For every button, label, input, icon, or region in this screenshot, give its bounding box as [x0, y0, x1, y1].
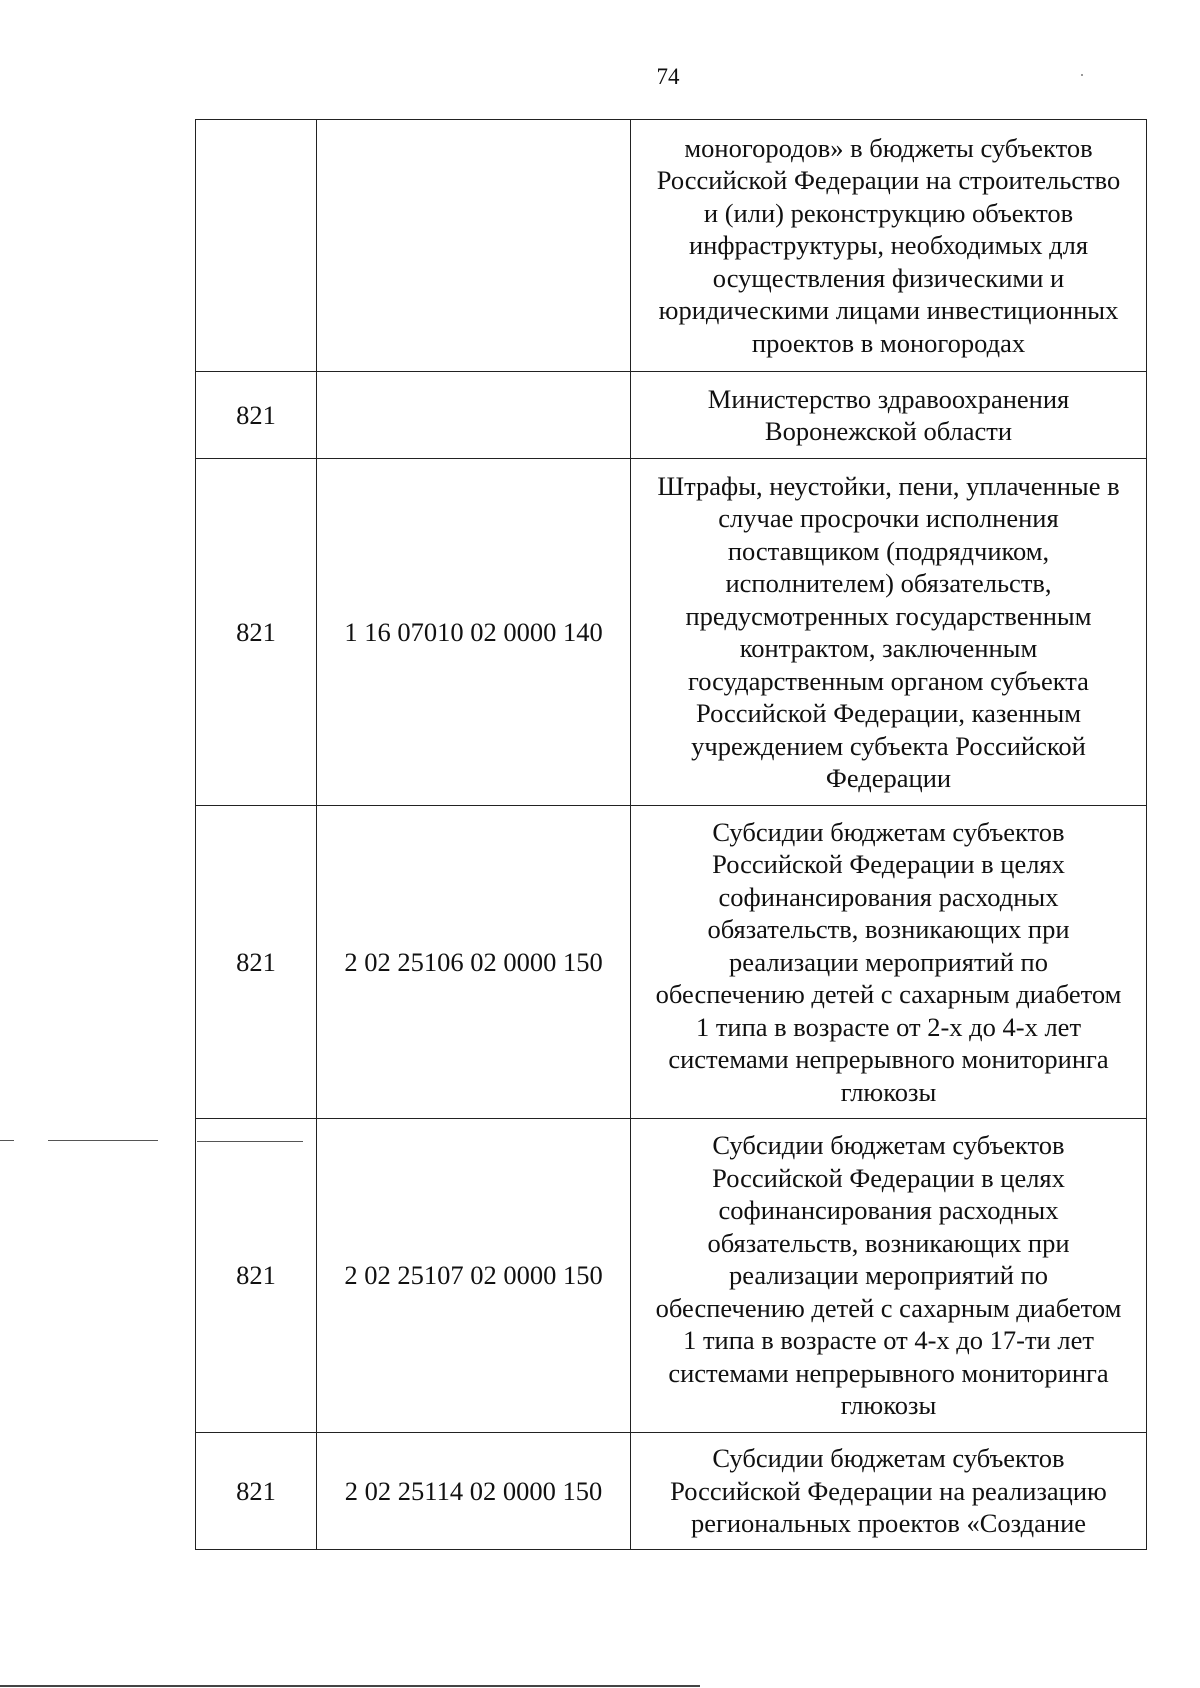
description-cell: [631, 372, 1147, 459]
description-line: обязательств, возникающих при: [707, 914, 1070, 945]
budget-classification-code-cell: 2 02 25106 02 0000 150: [317, 806, 631, 1119]
description-line: Воронежской области: [764, 416, 1013, 446]
description-line: софинансирования расходных: [718, 1195, 1059, 1226]
description-line: региональных проектов «Создание: [690, 1508, 1087, 1539]
description-cell: [631, 1433, 1147, 1550]
description-line: 1 типа в возрасте от 4-х до 17-ти лет: [683, 1325, 1094, 1356]
margin-dash-mark: [48, 1140, 158, 1141]
description-line: Российской Федерации на строительство: [656, 165, 1121, 196]
budget-classification-code-cell: [317, 372, 631, 459]
description-line: поставщиком (подрядчиком,: [727, 535, 1050, 566]
description-line: моногородов» в бюджеты субъектов: [684, 132, 1093, 163]
description-line: Субсидии бюджетам субъектов: [712, 1443, 1065, 1474]
description-line: Российской Федерации в целях: [712, 1162, 1065, 1193]
budget-classification-code-cell: 1 16 07010 02 0000 140: [317, 459, 631, 806]
description-cell: [631, 1119, 1147, 1433]
description-line: Российской Федерации, казенным: [695, 698, 1082, 728]
description-line: исполнителем) обязательств,: [725, 568, 1052, 598]
administrator-code-cell: 821: [196, 1433, 317, 1550]
table-row: [196, 1433, 1147, 1550]
description-cell: [631, 120, 1147, 372]
table-row: [196, 806, 1147, 1119]
description-line: софинансирования расходных: [718, 881, 1059, 912]
administrator-code-cell: 821: [196, 372, 317, 459]
table-row: [196, 120, 1147, 372]
description-line: Российской Федерации на реализацию: [670, 1475, 1107, 1506]
description-line: Министерство здравоохранения: [707, 383, 1070, 414]
page-number: 74: [656, 64, 680, 89]
description-line: случае просрочки исполнения: [718, 503, 1059, 533]
budget-classification-code-cell: [317, 120, 631, 372]
administrator-code-cell: 821: [196, 806, 317, 1119]
description-line: проектов в моногородах: [751, 327, 1026, 358]
description-line: глюкозы: [840, 1076, 937, 1107]
description-line: Штрафы, неустойки, пени, уплаченные в: [657, 470, 1120, 501]
description-cell: [631, 459, 1147, 806]
description-line: глюкозы: [840, 1390, 937, 1421]
description-line: контрактом, заключенным: [739, 633, 1038, 663]
description-line: инфраструктуры, необходимых для: [688, 230, 1089, 261]
description-line: Федерации: [825, 763, 952, 793]
description-line: государственным органом субъекта: [688, 665, 1089, 696]
administrator-code-cell: 821: [196, 1119, 317, 1433]
table-row: [196, 372, 1147, 459]
scan-speck: [1081, 74, 1083, 76]
budget-classification-code-cell: 2 02 25114 02 0000 150: [317, 1433, 631, 1550]
description-line: системами непрерывного мониторинга: [668, 1044, 1109, 1075]
margin-dash-mark: [0, 1140, 14, 1141]
description-line: Субсидии бюджетам субъектов: [712, 1130, 1065, 1161]
description-line: юридическими лицами инвестиционных: [658, 295, 1119, 326]
description-cell: [631, 806, 1147, 1119]
description-line: реализации мероприятий по: [729, 946, 1048, 977]
description-line: обязательств, возникающих при: [707, 1227, 1070, 1258]
description-line: осуществления физическими и: [712, 262, 1065, 293]
description-line: системами непрерывного мониторинга: [668, 1357, 1109, 1388]
budget-codes-table: [195, 119, 1147, 1550]
description-line: 1 типа в возрасте от 2-х до 4-х лет: [695, 1011, 1082, 1042]
table-row: [196, 459, 1147, 806]
description-line: реализации мероприятий по: [729, 1260, 1048, 1291]
margin-dash-mark: [197, 1141, 303, 1142]
description-line: обеспечению детей с сахарным диабетом: [655, 1292, 1122, 1323]
description-line: и (или) реконструкцию объектов: [703, 197, 1074, 228]
description-line: предусмотренных государственным: [685, 600, 1092, 631]
description-line: Субсидии бюджетам субъектов: [712, 816, 1065, 847]
table-row: [196, 1119, 1147, 1433]
description-line: обеспечению детей с сахарным диабетом: [655, 979, 1122, 1010]
administrator-code-cell: [196, 120, 317, 372]
administrator-code-cell: 821: [196, 459, 317, 806]
scan-edge-line: [0, 1685, 700, 1687]
budget-classification-code-cell: 2 02 25107 02 0000 150: [317, 1119, 631, 1433]
description-line: учреждением субъекта Российской: [691, 730, 1086, 761]
description-line: Российской Федерации в целях: [712, 849, 1065, 880]
